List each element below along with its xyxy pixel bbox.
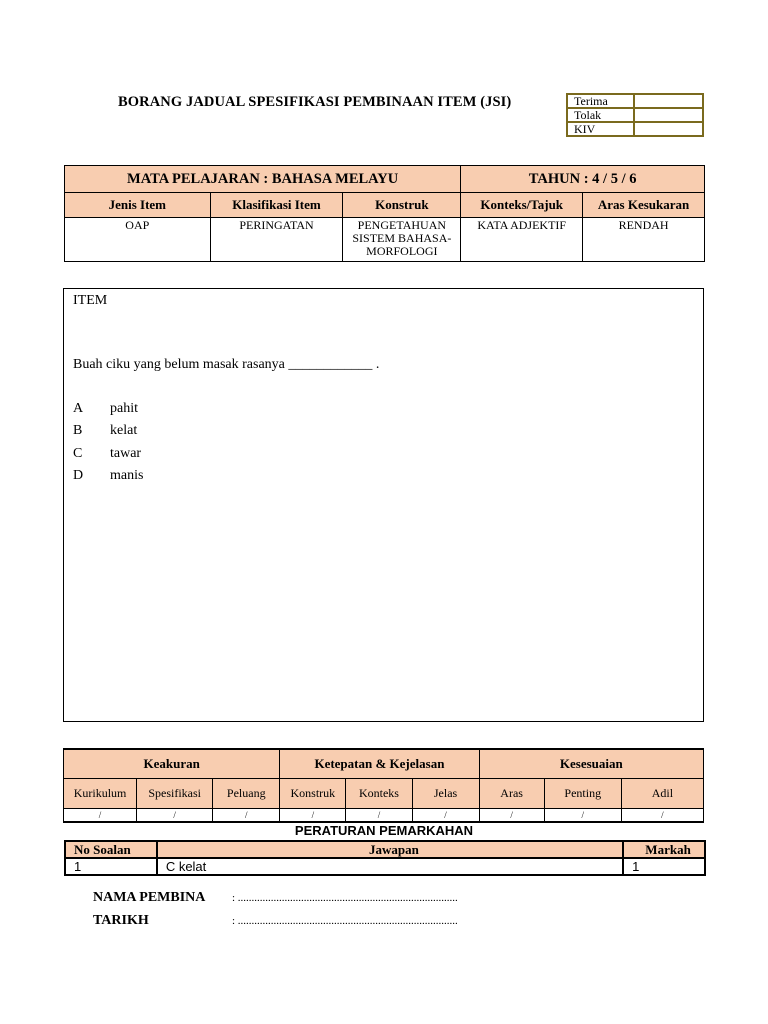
- mark-jelas[interactable]: /: [412, 809, 479, 823]
- subject-label: MATA PELAJARAN : BAHASA MELAYU: [65, 166, 461, 193]
- mark-konstruk[interactable]: /: [280, 809, 346, 823]
- year-label: TAHUN : 4 / 5 / 6: [461, 166, 705, 193]
- option-text: kelat: [110, 423, 138, 438]
- val-jenis-item: OAP: [65, 218, 211, 262]
- mark-spesifikasi[interactable]: /: [137, 809, 213, 823]
- option-d: [73, 468, 143, 484]
- status-terima-field[interactable]: [634, 94, 703, 108]
- sub-spesifikasi: Spesifikasi: [137, 779, 213, 809]
- mark-peluang[interactable]: /: [213, 809, 280, 823]
- marking-header-markah: Markah: [623, 841, 705, 858]
- group-kesesuaian: Kesesuaian: [479, 749, 703, 779]
- item-question: Buah ciku yang belum masak rasanya ____________ .: [73, 357, 380, 372]
- marking-markah: 1: [623, 858, 705, 875]
- option-a: [73, 401, 138, 417]
- status-box: [566, 93, 704, 137]
- sub-konteks: Konteks: [346, 779, 412, 809]
- marking-no: 1: [65, 858, 157, 875]
- mark-aras[interactable]: /: [479, 809, 544, 823]
- status-tolak-label: Tolak: [567, 108, 634, 122]
- sub-konstruk: Konstruk: [280, 779, 346, 809]
- col-aras-kesukaran: Aras Kesukaran: [583, 193, 705, 218]
- option-key: D: [73, 468, 84, 483]
- marking-table: [64, 840, 706, 876]
- col-konstruk: Konstruk: [343, 193, 461, 218]
- marking-title: PERATURAN PEMARKAHAN: [294, 823, 474, 838]
- sub-kurikulum: Kurikulum: [64, 779, 137, 809]
- marking-header-no: No Soalan: [65, 841, 157, 858]
- val-klasifikasi-item: PERINGATAN: [210, 218, 343, 262]
- item-box: [63, 288, 704, 722]
- criteria-table: [63, 748, 704, 823]
- option-c: [73, 446, 141, 462]
- group-ketepatan: Ketepatan & Kejelasan: [280, 749, 479, 779]
- mark-penting[interactable]: /: [544, 809, 621, 823]
- col-klasifikasi-item: Klasifikasi Item: [210, 193, 343, 218]
- marking-header-jawapan: Jawapan: [157, 841, 623, 858]
- sub-peluang: Peluang: [213, 779, 280, 809]
- mark-kurikulum[interactable]: /: [64, 809, 137, 823]
- option-text: pahit: [110, 401, 138, 416]
- option-b: [73, 423, 137, 439]
- option-text: tawar: [110, 446, 142, 461]
- option-text: manis: [110, 468, 144, 483]
- spec-header-table: [64, 165, 705, 262]
- col-konteks-tajuk: Konteks/Tajuk: [461, 193, 583, 218]
- sub-jelas: Jelas: [412, 779, 479, 809]
- val-aras-kesukaran: RENDAH: [583, 218, 705, 262]
- tarikh-label: TARIKH: [93, 913, 149, 928]
- tarikh-field[interactable]: : ................................................................................: [232, 915, 458, 927]
- option-key: B: [73, 423, 83, 438]
- mark-konteks[interactable]: /: [346, 809, 412, 823]
- form-title: BORANG JADUAL SPESIFIKASI PEMBINAAN ITEM (JSI): [118, 94, 512, 110]
- option-key: C: [73, 446, 83, 461]
- col-jenis-item: Jenis Item: [65, 193, 211, 218]
- option-key: A: [73, 401, 84, 416]
- nama-pembina-field[interactable]: : ................................................................................: [232, 892, 458, 904]
- status-terima-label: Terima: [567, 94, 634, 108]
- mark-adil[interactable]: /: [621, 809, 703, 823]
- group-keakuran: Keakuran: [64, 749, 280, 779]
- sub-aras: Aras: [479, 779, 544, 809]
- val-konteks-tajuk: KATA ADJEKTIF: [461, 218, 583, 262]
- nama-pembina-label: NAMA PEMBINA: [93, 890, 206, 905]
- sub-penting: Penting: [544, 779, 621, 809]
- item-label: ITEM: [73, 293, 108, 308]
- marking-jawapan: C kelat: [157, 858, 623, 875]
- val-konstruk: PENGETAHUAN SISTEM BAHASA- MORFOLOGI: [343, 218, 461, 262]
- status-kiv-label: KIV: [567, 122, 634, 136]
- status-kiv-field[interactable]: [634, 122, 703, 136]
- status-tolak-field[interactable]: [634, 108, 703, 122]
- sub-adil: Adil: [621, 779, 703, 809]
